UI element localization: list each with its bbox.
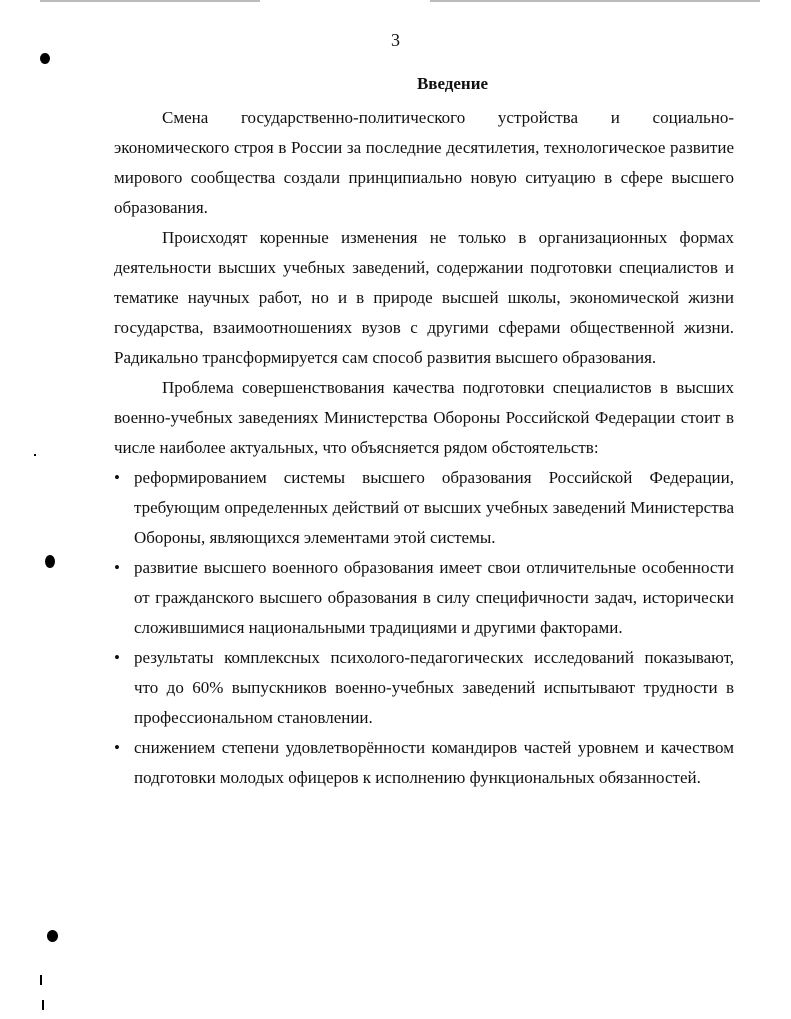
scan-edge [430,0,760,2]
scan-edge [40,0,260,2]
scan-speck [40,975,42,985]
list-item [114,733,734,793]
paragraph: Смена государственно-политического устройства и социально-экономического строя в России за последние десятилетия, технологическое развитие мирового сообщества создали принципиально новую ситуацию в сфере высшего образования. [114,108,734,217]
list-item-text: развитие высшего военного образования имеет свои отличительные особенности от гражданского высшего образования в силу специфичности задач, исторически сложившимися национальными традициями и другими факторами. [134,558,734,637]
list-item [114,553,734,643]
scan-speck [42,1000,44,1010]
page-number: 3 [391,30,400,50]
scan-speck [45,555,55,568]
bullet-icon: • [114,738,120,757]
body-text [114,103,734,793]
list-item [114,643,734,733]
bullet-icon: • [114,648,120,667]
bullet-icon: • [114,468,120,487]
list-item-text: результаты комплексных психолого-педагогических исследований показывают, что до 60% выпускников военно-учебных заведений испытывают трудности в профессиональном становлении. [134,648,734,727]
scan-speck [47,930,58,942]
list-item [114,463,734,553]
scan-speck [34,454,36,456]
bullet-list [114,463,734,793]
section-heading: Введение [416,74,489,93]
list-item-text: снижением степени удовлетворённости командиров частей уровнем и качеством подготовки молодых офицеров к исполнению функциональных обязанностей. [134,738,734,787]
list-item-text: реформированием системы высшего образования Российской Федерации, требующим определенных действий от высших учебных заведений Министерства Обороны, являющихся элементами этой системы. [134,468,734,547]
bullet-icon: • [114,558,120,577]
paragraph: Проблема совершенствования качества подготовки специалистов в высших военно-учебных заведениях Министерства Обороны Российской Федерации стоит в числе наиболее актуальных, что объясняется рядом обстоятельств: [114,378,734,457]
paragraph: Происходят коренные изменения не только в организационных формах деятельности высших учебных заведений, содержании подготовки специалистов и тематике научных работ, но и в природе высшей школы, экономической жизни государства, взаимоотношениях вузов с другими сферами общественной жизни. Радикально трансформируется сам способ развития высшего образования. [114,228,734,367]
scan-speck [40,53,50,64]
